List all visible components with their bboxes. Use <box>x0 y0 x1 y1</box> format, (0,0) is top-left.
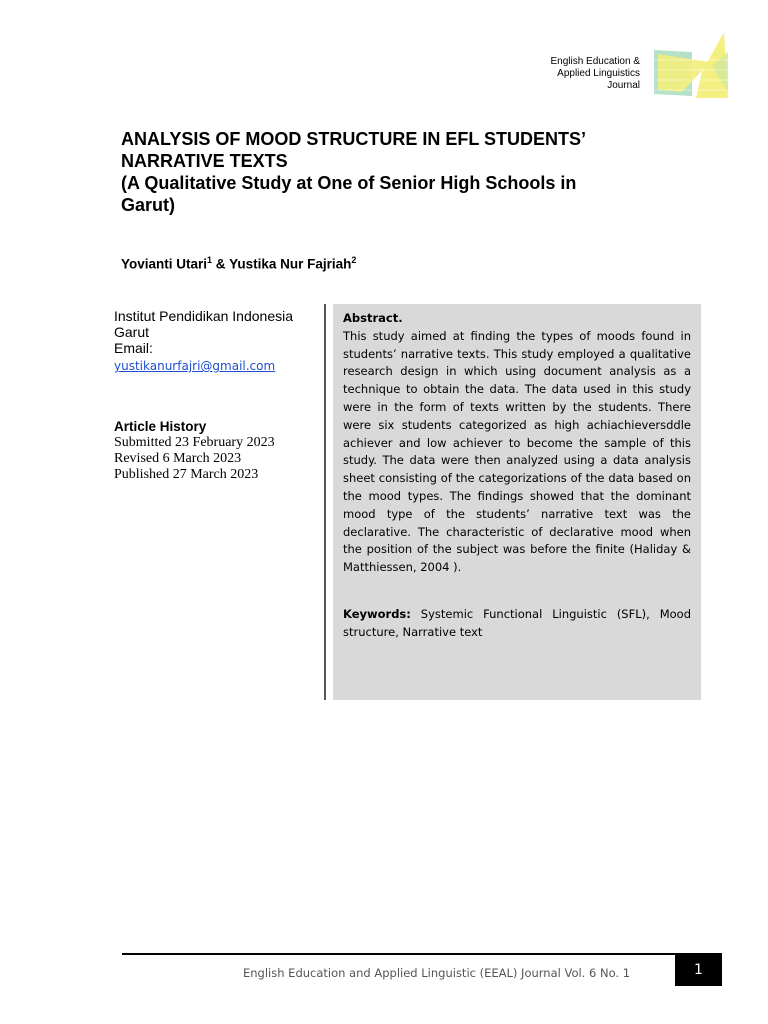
page-number: 1 <box>675 955 722 986</box>
email-label: Email: <box>114 340 153 356</box>
email-link[interactable]: yustikanurfajri@gmail.com <box>114 359 276 373</box>
title-line-4: Garut) <box>121 195 175 215</box>
journal-logo-icon <box>652 32 730 98</box>
author-separator: & <box>212 256 230 272</box>
keywords-label: Keywords: <box>343 606 411 621</box>
journal-name <box>440 56 640 92</box>
keywords-text: Systemic Functional Linguistic (SFL), Mood structure, Narrative text <box>343 606 691 639</box>
paper-title <box>121 128 681 216</box>
footer-rule <box>122 953 722 955</box>
footer-journal-ref: English Education and Applied Linguistic (EEAL) Journal Vol. 6 No. 1 <box>243 966 631 980</box>
title-line-3: (A Qualitative Study at One of Senior High Schools in <box>121 173 577 193</box>
affiliation-line2: Garut <box>114 324 150 340</box>
author-2: Yustika Nur Fajriah <box>229 256 352 272</box>
author-1-affil: 1 <box>207 255 213 265</box>
title-line-1: ANALYSIS OF MOOD STRUCTURE IN EFL STUDENTS’ <box>121 129 587 149</box>
affiliation-line1: Institut Pendidikan Indonesia <box>114 308 294 324</box>
history-revised: Revised 6 March 2023 <box>114 451 242 466</box>
history-published: Published 27 March 2023 <box>114 467 259 482</box>
title-line-2: NARRATIVE TEXTS <box>121 151 288 171</box>
column-divider <box>324 304 326 700</box>
abstract-heading: Abstract. <box>343 311 403 325</box>
journal-name-line3: Journal <box>607 80 640 91</box>
abstract-box <box>333 304 701 700</box>
article-history <box>114 418 314 483</box>
keywords <box>343 606 691 642</box>
abstract-body: This study aimed at finding the types of moods found in students’ narrative texts. This study employed a qualitative research design in which using document analysis as a technique to obtain the data. The data used in this study were in the form of texts written by the students. There were six students categorized as high achiachieversddle achiever and low achiever to become the sample of this study. The data were then analyzed using a data analysis sheet consisting of the categorizations of the data based on the mood types. The findings showed that the dominant mood type of the students’ narrative text was the declarative. The characteristic of declarative mood when the position of the subject was before the finite (Haliday & Matthiessen, 2004 ). <box>343 328 691 575</box>
journal-name-line2: Applied Linguistics <box>557 68 640 79</box>
journal-name-line1: English Education & <box>550 56 640 67</box>
history-submitted: Submitted 23 February 2023 <box>114 435 275 450</box>
author-list <box>121 255 356 272</box>
author-2-affil: 2 <box>351 255 357 265</box>
affiliation <box>114 308 314 374</box>
history-title: Article History <box>114 419 207 434</box>
author-1: Yovianti Utari <box>121 256 208 272</box>
